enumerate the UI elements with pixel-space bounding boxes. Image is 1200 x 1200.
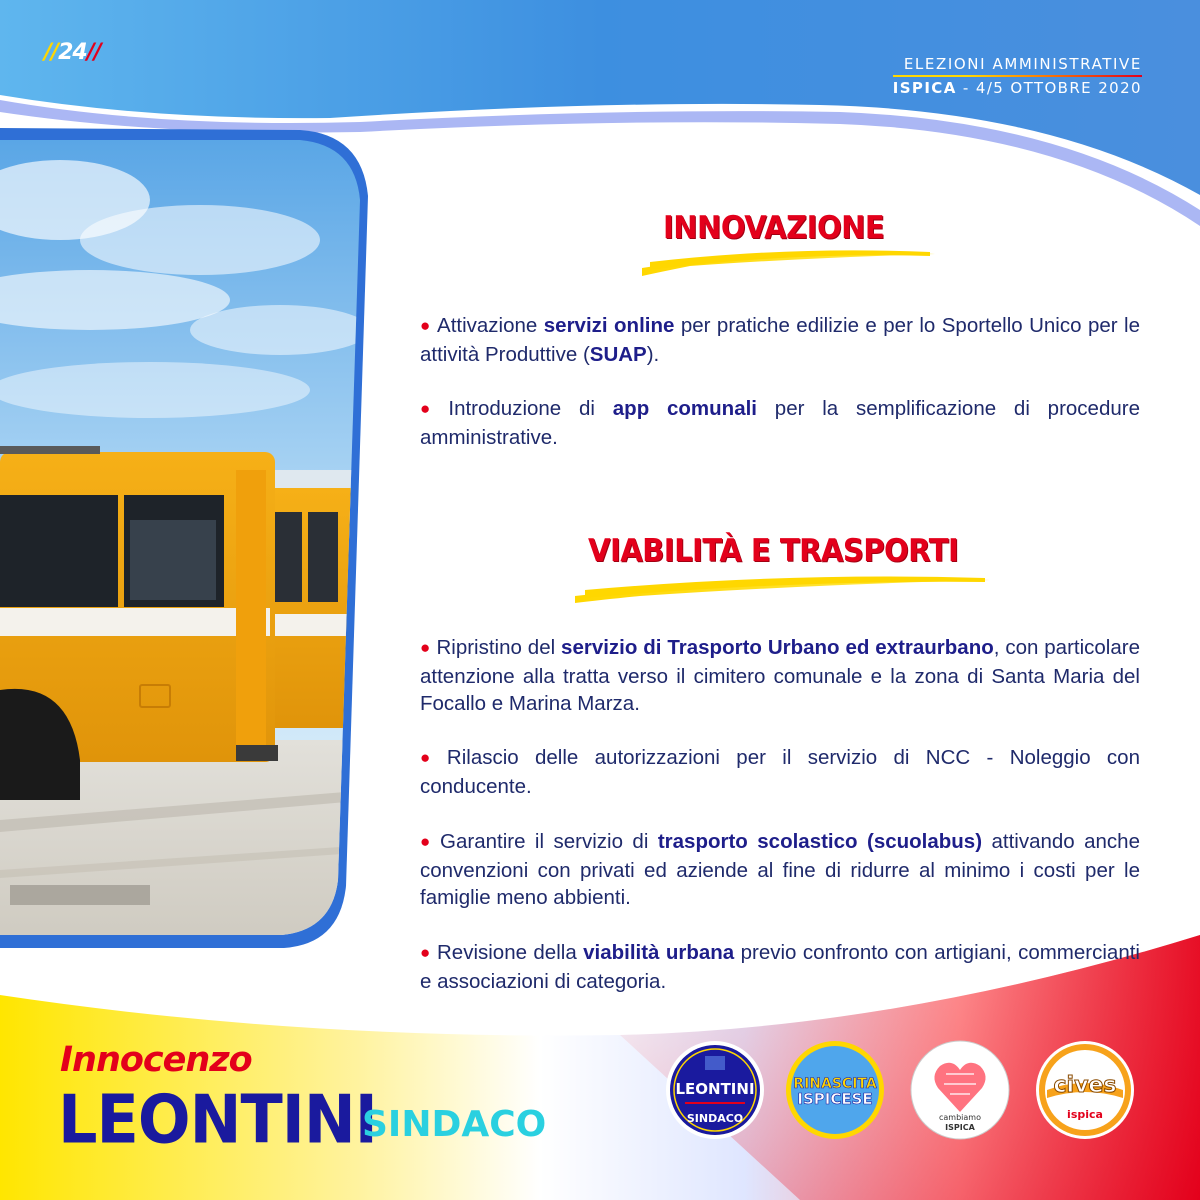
svg-text:RINASCITA: RINASCITA bbox=[793, 1076, 877, 1092]
logo-leontini-sindaco bbox=[665, 1040, 765, 1140]
logo-cambiamo-ispica bbox=[910, 1040, 1010, 1140]
bullet-dot: ● bbox=[420, 943, 431, 962]
logo-cives-ispica bbox=[1035, 1040, 1135, 1140]
candidate-first-name: Innocenzo bbox=[60, 1040, 252, 1080]
svg-text:ispica: ispica bbox=[1067, 1108, 1103, 1121]
election-date: ISPICA - 4/5 OTTOBRE 2020 bbox=[892, 79, 1142, 97]
candidate-role: SINDACO bbox=[362, 1104, 547, 1145]
bullet-item: ● Garantire il servizio di trasporto scolastico (scuolabus) attivando anche convenzioni con privati ed aziende al fine di ridurre al minimo i costi per le famiglie meno abbienti. bbox=[420, 830, 1140, 909]
bullet-dot: ● bbox=[420, 748, 441, 767]
svg-text:SINDACO: SINDACO bbox=[686, 1112, 744, 1125]
bullet-item: ● Revisione della viabilità urbana previo confronto con artigiani, commercianti e associazioni di categoria. bbox=[420, 941, 1140, 993]
election-header bbox=[893, 55, 1142, 97]
page-number: //24// bbox=[44, 40, 101, 65]
section-title-viabilita: VIABILITÀ E TRASPORTI bbox=[588, 531, 959, 569]
svg-text:LEONTINI: LEONTINI bbox=[675, 1080, 755, 1098]
candidate-last-name: LEONTINI bbox=[58, 1080, 377, 1159]
election-title: ELEZIONI AMMINISTRATIVE bbox=[903, 55, 1142, 73]
bullet-item: ● Introduzione di app comunali per la semplificazione di procedure amministrative. bbox=[420, 397, 1140, 449]
svg-text:ISPICA: ISPICA bbox=[945, 1123, 975, 1132]
logo-rinascita-ispicese bbox=[785, 1040, 885, 1140]
svg-text:cambiamo: cambiamo bbox=[939, 1113, 981, 1122]
bullet-item: ● Rilascio delle autorizzazioni per il servizio di NCC - Noleggio con conducente. bbox=[420, 746, 1140, 798]
svg-text:cives: cives bbox=[1053, 1073, 1117, 1098]
bullet-dot: ● bbox=[420, 638, 431, 657]
header-rule bbox=[893, 75, 1142, 77]
bullet-item: ● Attivazione servizi online per pratiche edilizie e per lo Sportello Unico per le attività Produttive (SUAP). bbox=[420, 314, 1140, 366]
bullet-item: ● Ripristino del servizio di Trasporto Urbano ed extraurbano, con particolare attenzione alla tratta verso il cimitero comunale e la zona di Santa Maria del Focallo e Marina Marza. bbox=[420, 636, 1140, 715]
bullet-dot: ● bbox=[420, 399, 443, 418]
svg-text:ISPICESE: ISPICESE bbox=[797, 1090, 873, 1108]
section-title-innovazione: INNOVAZIONE bbox=[663, 208, 885, 246]
bullet-dot: ● bbox=[420, 832, 435, 851]
bullet-dot: ● bbox=[420, 316, 432, 335]
